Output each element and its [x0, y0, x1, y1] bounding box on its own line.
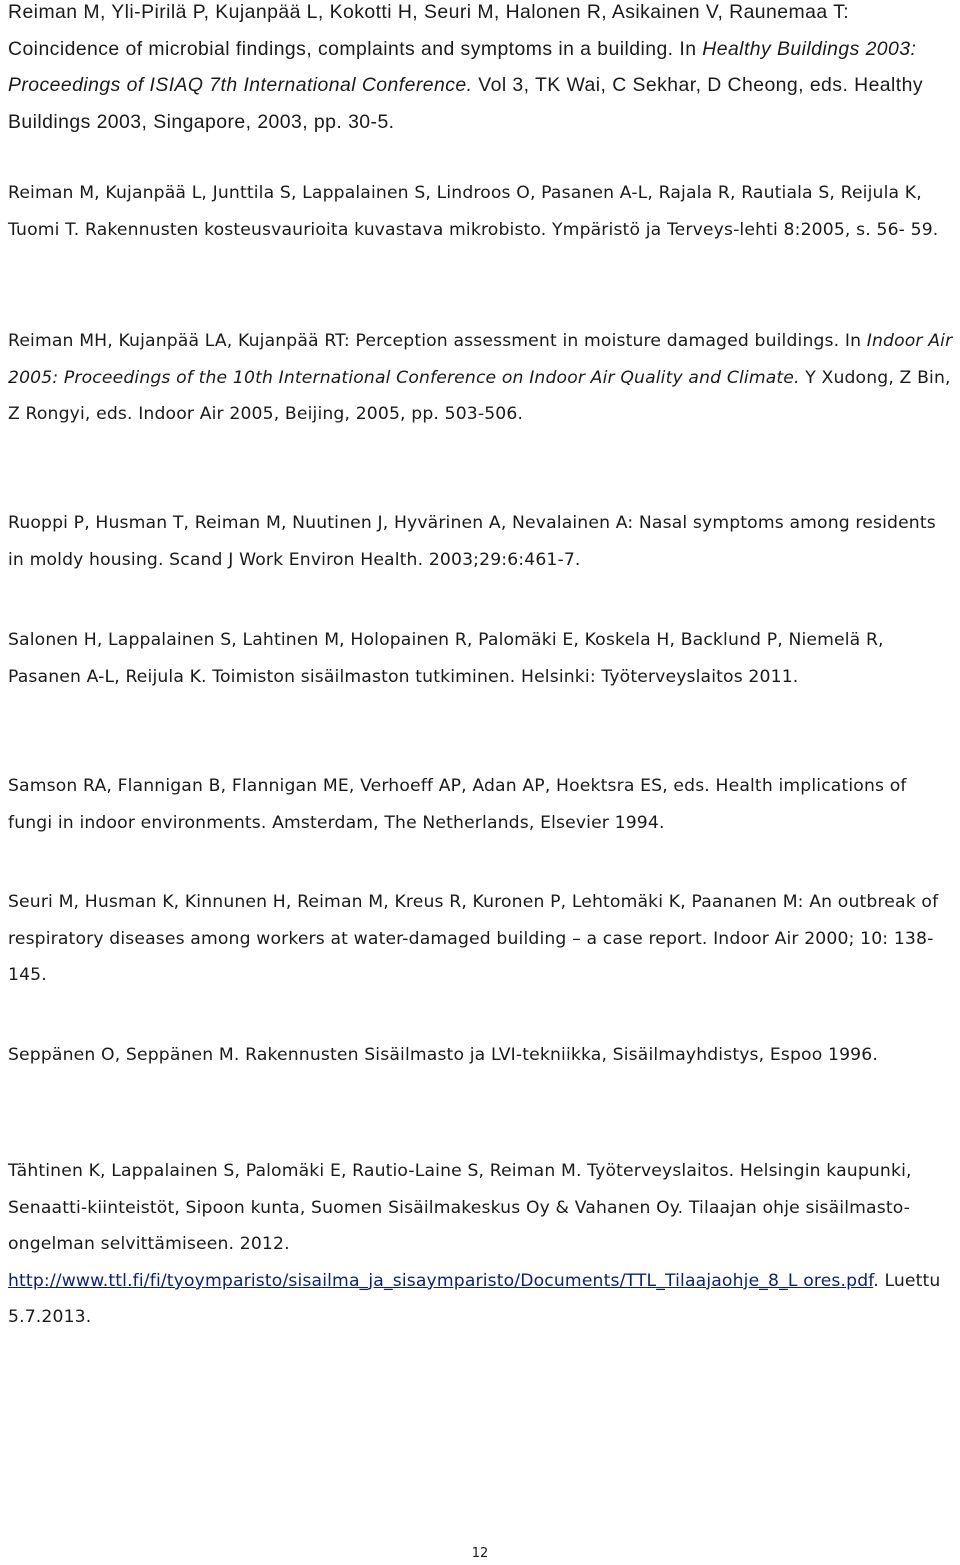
reference-text: Y Xudong, Z Bin, Z Rongyi, eds. Indoor Air 2005, Beijing, 2005, pp. 503-506.: [8, 367, 951, 425]
reference-text: Vol 3, TK Wai, C Sekhar, D Cheong, eds. Healthy Buildings 2003, Singapore, 2003, pp. 30-5.: [8, 74, 924, 133]
reference-reiman-2005b: [8, 323, 953, 433]
reference-text: Tähtinen K, Lappalainen S, Palomäki E, Rautio-Laine S, Reiman M. Työterveyslaitos. Helsingin kaupunki, Senaatti-kiinteistöt, Sipoon kunta, Suomen Sisäilmakeskus Oy & Vahanen Oy. Tilaajan ohje sisäilmasto-ongelman selvittämiseen. 2012.: [8, 1161, 912, 1255]
reference-reiman-2003: [8, 0, 953, 140]
reference-seppanen-1996: Seppänen O, Seppänen M. Rakennusten Sisäilmasto ja LVI-tekniikka, Sisäilmayhdistys, Espoo 1996.: [8, 1045, 878, 1065]
reference-url-link[interactable]: http://www.ttl.fi/fi/tyoymparisto/sisailma_ja_sisaymparisto/Documents/TTL_Tilaajaohje_8_L ores.pdf: [8, 1270, 874, 1291]
reference-samson-1994: Samson RA, Flannigan B, Flannigan ME, Verhoeff AP, Adan AP, Hoektsra ES, eds. Health implications of fungi in indoor environments. Amsterdam, The Netherlands, Elsevier 1994.: [8, 776, 907, 833]
page-number: 12: [471, 1546, 489, 1561]
reference-tahtinen-2012: [8, 1153, 953, 1336]
reference-salonen-2011: Salonen H, Lappalainen S, Lahtinen M, Holopainen R, Palomäki E, Koskela H, Backlund P, Niemelä R, Pasanen A-L, Reijula K. Toimiston sisäilmaston tutkiminen. Helsinki: Työterveyslaitos 2011.: [8, 630, 884, 687]
reference-text: Reiman MH, Kujanpää LA, Kujanpää RT: Perception assessment in moisture damaged buildings. In: [8, 331, 867, 351]
reference-text: . Luettu 5.7.2013.: [8, 1270, 941, 1328]
reference-reiman-2005a: Reiman M, Kujanpää L, Junttila S, Lappalainen S, Lindroos O, Pasanen A-L, Rajala R, Rautiala S, Reijula K, Tuomi T. Rakennusten kosteusvaurioita kuvastava mikrobisto. Ympäristö ja Terveys-lehti 8:2005, s. 56- 59.: [8, 183, 939, 240]
reference-text: Reiman M, Yli-Pirilä P, Kujanpää L, Kokotti H, Seuri M, Halonen R, Asikainen V, Raunemaa T: Coincidence of microbial findings, complaints and symptoms in a building. In: [8, 1, 850, 60]
reference-italic-title: Healthy Buildings 2003: Proceedings of ISIAQ 7th International Conference.: [8, 37, 917, 97]
reference-italic-title: Indoor Air 2005: Proceedings of the 10th International Conference on Indoor Air Quality and Climate.: [8, 331, 953, 388]
reference-ruoppi-2003: Ruoppi P, Husman T, Reiman M, Nuutinen J, Hyvärinen A, Nevalainen A: Nasal symptoms among residents in moldy housing. Scand J Work Environ Health. 2003;29:6:461-7.: [8, 513, 936, 570]
reference-seuri-2000: Seuri M, Husman K, Kinnunen H, Reiman M, Kreus R, Kuronen P, Lehtomäki K, Paananen M: An outbreak of respiratory diseases among workers at water-damaged building – a case report. Indoor Air 2000; 10: 138-145.: [8, 892, 939, 986]
